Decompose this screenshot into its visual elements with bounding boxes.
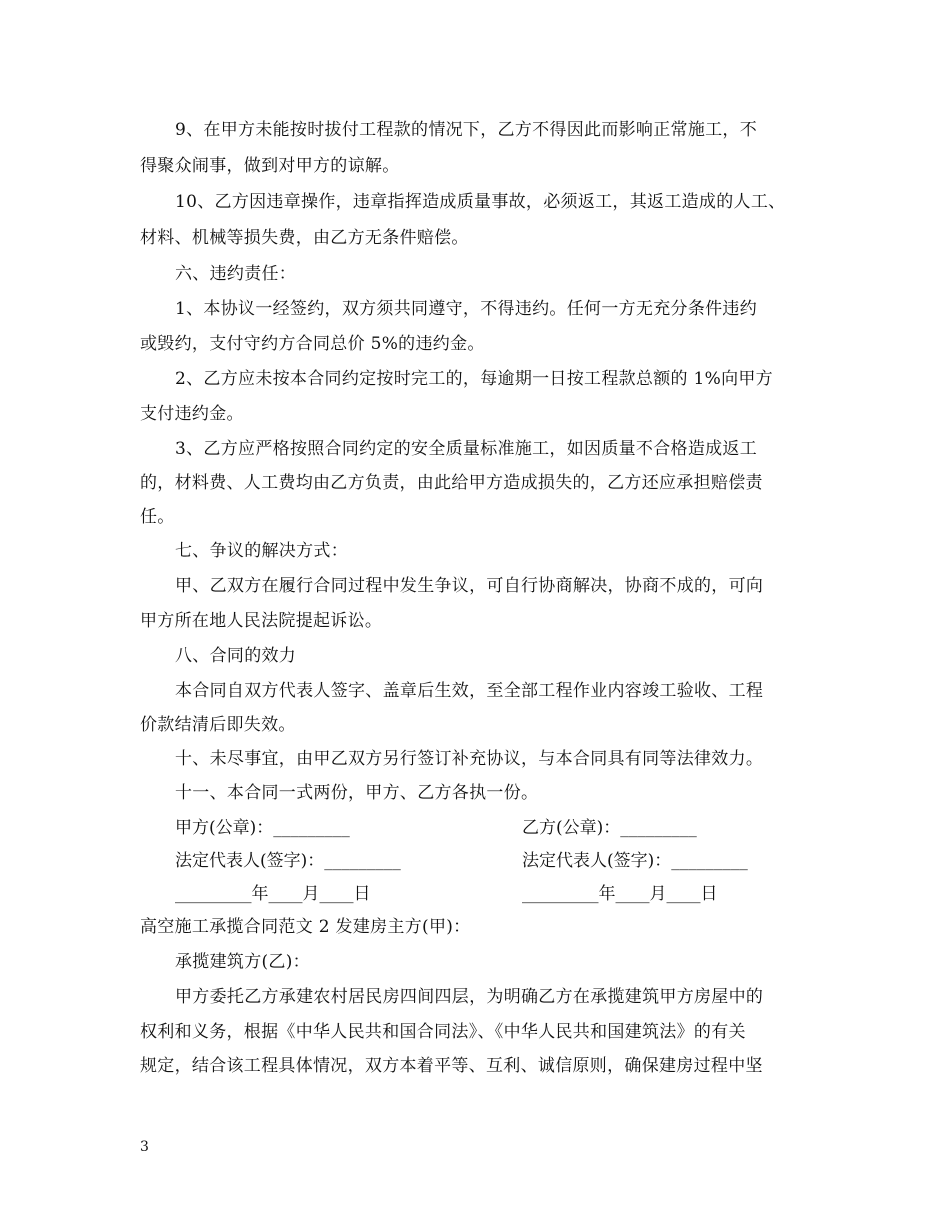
party-b-representative-field: 法定代表人(签字)：_________: [522, 851, 748, 871]
paragraph-clause-10-misc: 十、未尽事宜，由甲乙双方另行签订补充协议，与本合同具有同等法律效力。: [175, 749, 764, 769]
party-a-seal-field: 甲方(公章)：_________: [175, 818, 350, 838]
paragraph-breach-2-cont: 支付违约金。: [140, 404, 244, 424]
paragraph-clause-10-cont: 材料、机械等损失费，由乙方无条件赔偿。: [140, 228, 469, 248]
page-number: 3: [140, 1139, 149, 1155]
paragraph-breach-1: 1、本协议一经签约，双方须共同遵守，不得违约。任何一方无充分条件违约: [175, 299, 758, 319]
paragraph-validity-cont: 价款结清后即失效。: [140, 715, 296, 735]
paragraph-dispute: 甲、乙双方在履行合同过程中发生争议，可自行协商解决，协商不成的，可向: [175, 576, 764, 596]
paragraph-breach-1-cont: 或毁约，支付守约方合同总价 5%的违约金。: [140, 334, 485, 354]
paragraph-clause-10: 10、乙方因违章操作，违章指挥造成质量事故，必须返工，其返工造成的人工、: [175, 192, 786, 212]
party-a-representative-field: 法定代表人(签字)：_________: [175, 851, 401, 871]
contract-2-intro: 甲方委托乙方承建农村居民房四间四层，为明确乙方在承揽建筑甲方房屋中的: [175, 987, 764, 1007]
paragraph-clause-9: 9、在甲方未能按时拔付工程款的情况下，乙方不得因此而影响正常施工，不: [175, 120, 758, 140]
paragraph-clause-11-copies: 十一、本合同一式两份，甲方、乙方各执一份。: [175, 783, 539, 803]
contract-2-title-line: 高空施工承揽合同范文 2 发建房主方(甲)：: [140, 917, 471, 937]
paragraph-breach-3: 3、乙方应严格按照合同约定的安全质量标准施工，如因质量不合格造成返工: [175, 439, 758, 459]
party-b-date-field: _________年____月____日: [522, 884, 718, 904]
contract-2-intro-cont: 权利和义务，根据《中华人民共和国合同法》、《中华人民共和国建筑法》的有关: [140, 1022, 746, 1042]
party-b-seal-field: 乙方(公章)：_________: [522, 818, 697, 838]
paragraph-breach-3-end: 任。: [140, 507, 175, 527]
paragraph-breach-3-cont: 的，材料费、人工费均由乙方负责，由此给甲方造成损失的，乙方还应承担赔偿责: [140, 473, 763, 493]
paragraph-validity: 本合同自双方代表人签字、盖章后生效，至全部工程作业内容竣工验收、工程: [175, 681, 764, 701]
paragraph-clause-9-cont: 得聚众闹事，做到对甲方的谅解。: [140, 156, 400, 176]
contract-2-intro-cont-2: 规定，结合该工程具体情况，双方本着平等、互利、诚信原则，确保建房过程中坚: [140, 1056, 763, 1076]
section-heading-dispute: 七、争议的解决方式：: [175, 541, 348, 561]
paragraph-breach-2: 2、乙方应未按本合同约定按时完工的，每逾期一日按工程款总额的 1%向甲方: [175, 369, 773, 389]
section-heading-validity: 八、合同的效力: [175, 646, 297, 666]
section-heading-breach: 六、违约责任：: [175, 264, 297, 284]
contract-2-party-b: 承揽建筑方(乙)：: [175, 952, 310, 972]
paragraph-dispute-cont: 甲方所在地人民法院提起诉讼。: [140, 611, 383, 631]
party-a-date-field: _________年____月____日: [175, 884, 371, 904]
